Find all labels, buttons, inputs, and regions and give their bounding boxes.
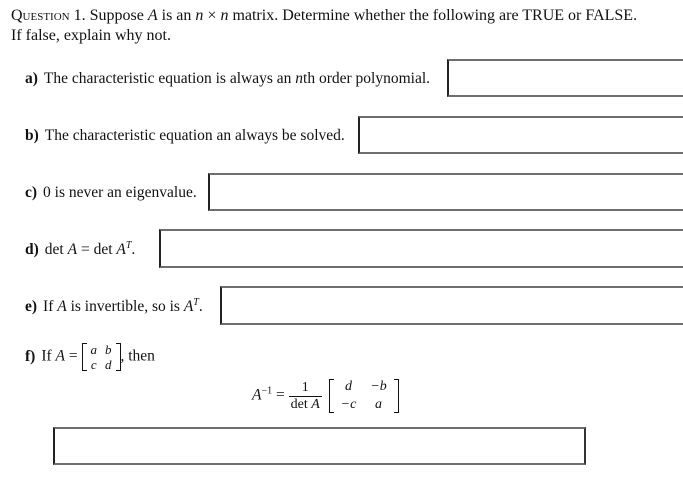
matrix-entry: c — [90, 357, 97, 372]
inverse-superscript: −1 — [261, 385, 273, 397]
part-text: 0 is never an eigenvalue. — [43, 184, 197, 201]
answer-box-d[interactable] — [159, 229, 683, 268]
equals-sign: = — [65, 347, 82, 365]
var-a: A — [67, 241, 78, 258]
part-b — [25, 126, 345, 146]
part-text: If — [43, 298, 58, 315]
times-symbol: × — [203, 7, 221, 24]
part-label: a) — [25, 70, 38, 87]
part-e — [25, 297, 203, 317]
var-a: A — [183, 298, 194, 315]
fraction-numerator: 1 — [289, 380, 322, 397]
transpose-superscript: T — [193, 297, 199, 308]
transpose-superscript: T — [125, 240, 132, 251]
inverse-formula — [252, 378, 399, 414]
equals-sign: = — [272, 386, 289, 404]
matrix-inverse — [329, 378, 399, 414]
question-text: Suppose — [85, 7, 148, 24]
var-n: n — [195, 7, 204, 24]
part-text: det — [44, 241, 68, 258]
matrix-entry: −b — [370, 379, 387, 394]
question-text: matrix. Determine whether the following are TRUE or FALSE. If false, explain why not. — [11, 7, 638, 44]
part-text: The characteristic equation is always an — [43, 70, 296, 87]
part-text: . — [198, 298, 203, 315]
var-a: A — [147, 7, 158, 24]
answer-box-c[interactable] — [208, 173, 683, 211]
part-d — [25, 240, 135, 260]
part-text: = det — [77, 241, 117, 258]
det-text: det — [290, 396, 312, 412]
part-label: d) — [25, 241, 39, 258]
part-label: e) — [25, 298, 38, 315]
var-a: A — [311, 396, 320, 412]
answer-box-b[interactable] — [358, 116, 683, 154]
question-number: 1. — [73, 7, 86, 24]
part-c — [25, 183, 197, 203]
var-a: A — [116, 241, 126, 258]
matrix-entry: b — [105, 342, 112, 357]
matrix-entry: d — [105, 357, 112, 372]
part-f — [25, 342, 155, 372]
matrix-a — [82, 342, 121, 372]
var-n: n — [220, 7, 229, 24]
matrix-entry: d — [344, 379, 352, 394]
matrix-entry: −c — [340, 397, 357, 412]
question-header — [11, 6, 651, 46]
var-a: A — [252, 386, 262, 404]
part-text: If — [41, 347, 56, 365]
question-prefix: Question — [11, 7, 70, 24]
answer-box-e[interactable] — [220, 286, 683, 325]
part-label: b) — [25, 127, 39, 144]
part-text: . — [131, 241, 136, 258]
answer-box-a[interactable] — [447, 59, 683, 97]
matrix-entry: a — [90, 342, 97, 357]
part-label: c) — [25, 184, 38, 201]
part-a — [25, 69, 430, 89]
part-text: is invertible, so is — [66, 298, 184, 315]
question-text: is an — [157, 7, 196, 24]
part-label: f) — [25, 347, 36, 365]
matrix-entry: a — [375, 397, 383, 412]
var-a: A — [57, 298, 67, 315]
part-text: th order polynomial. — [303, 70, 431, 87]
var-n: n — [295, 70, 304, 87]
part-text: The characteristic equation an always be solved. — [44, 127, 345, 144]
answer-box-f[interactable] — [53, 427, 586, 465]
fraction-denominator — [289, 397, 322, 413]
part-text: , then — [120, 347, 155, 365]
fraction — [289, 380, 322, 413]
var-a: A — [55, 347, 65, 365]
